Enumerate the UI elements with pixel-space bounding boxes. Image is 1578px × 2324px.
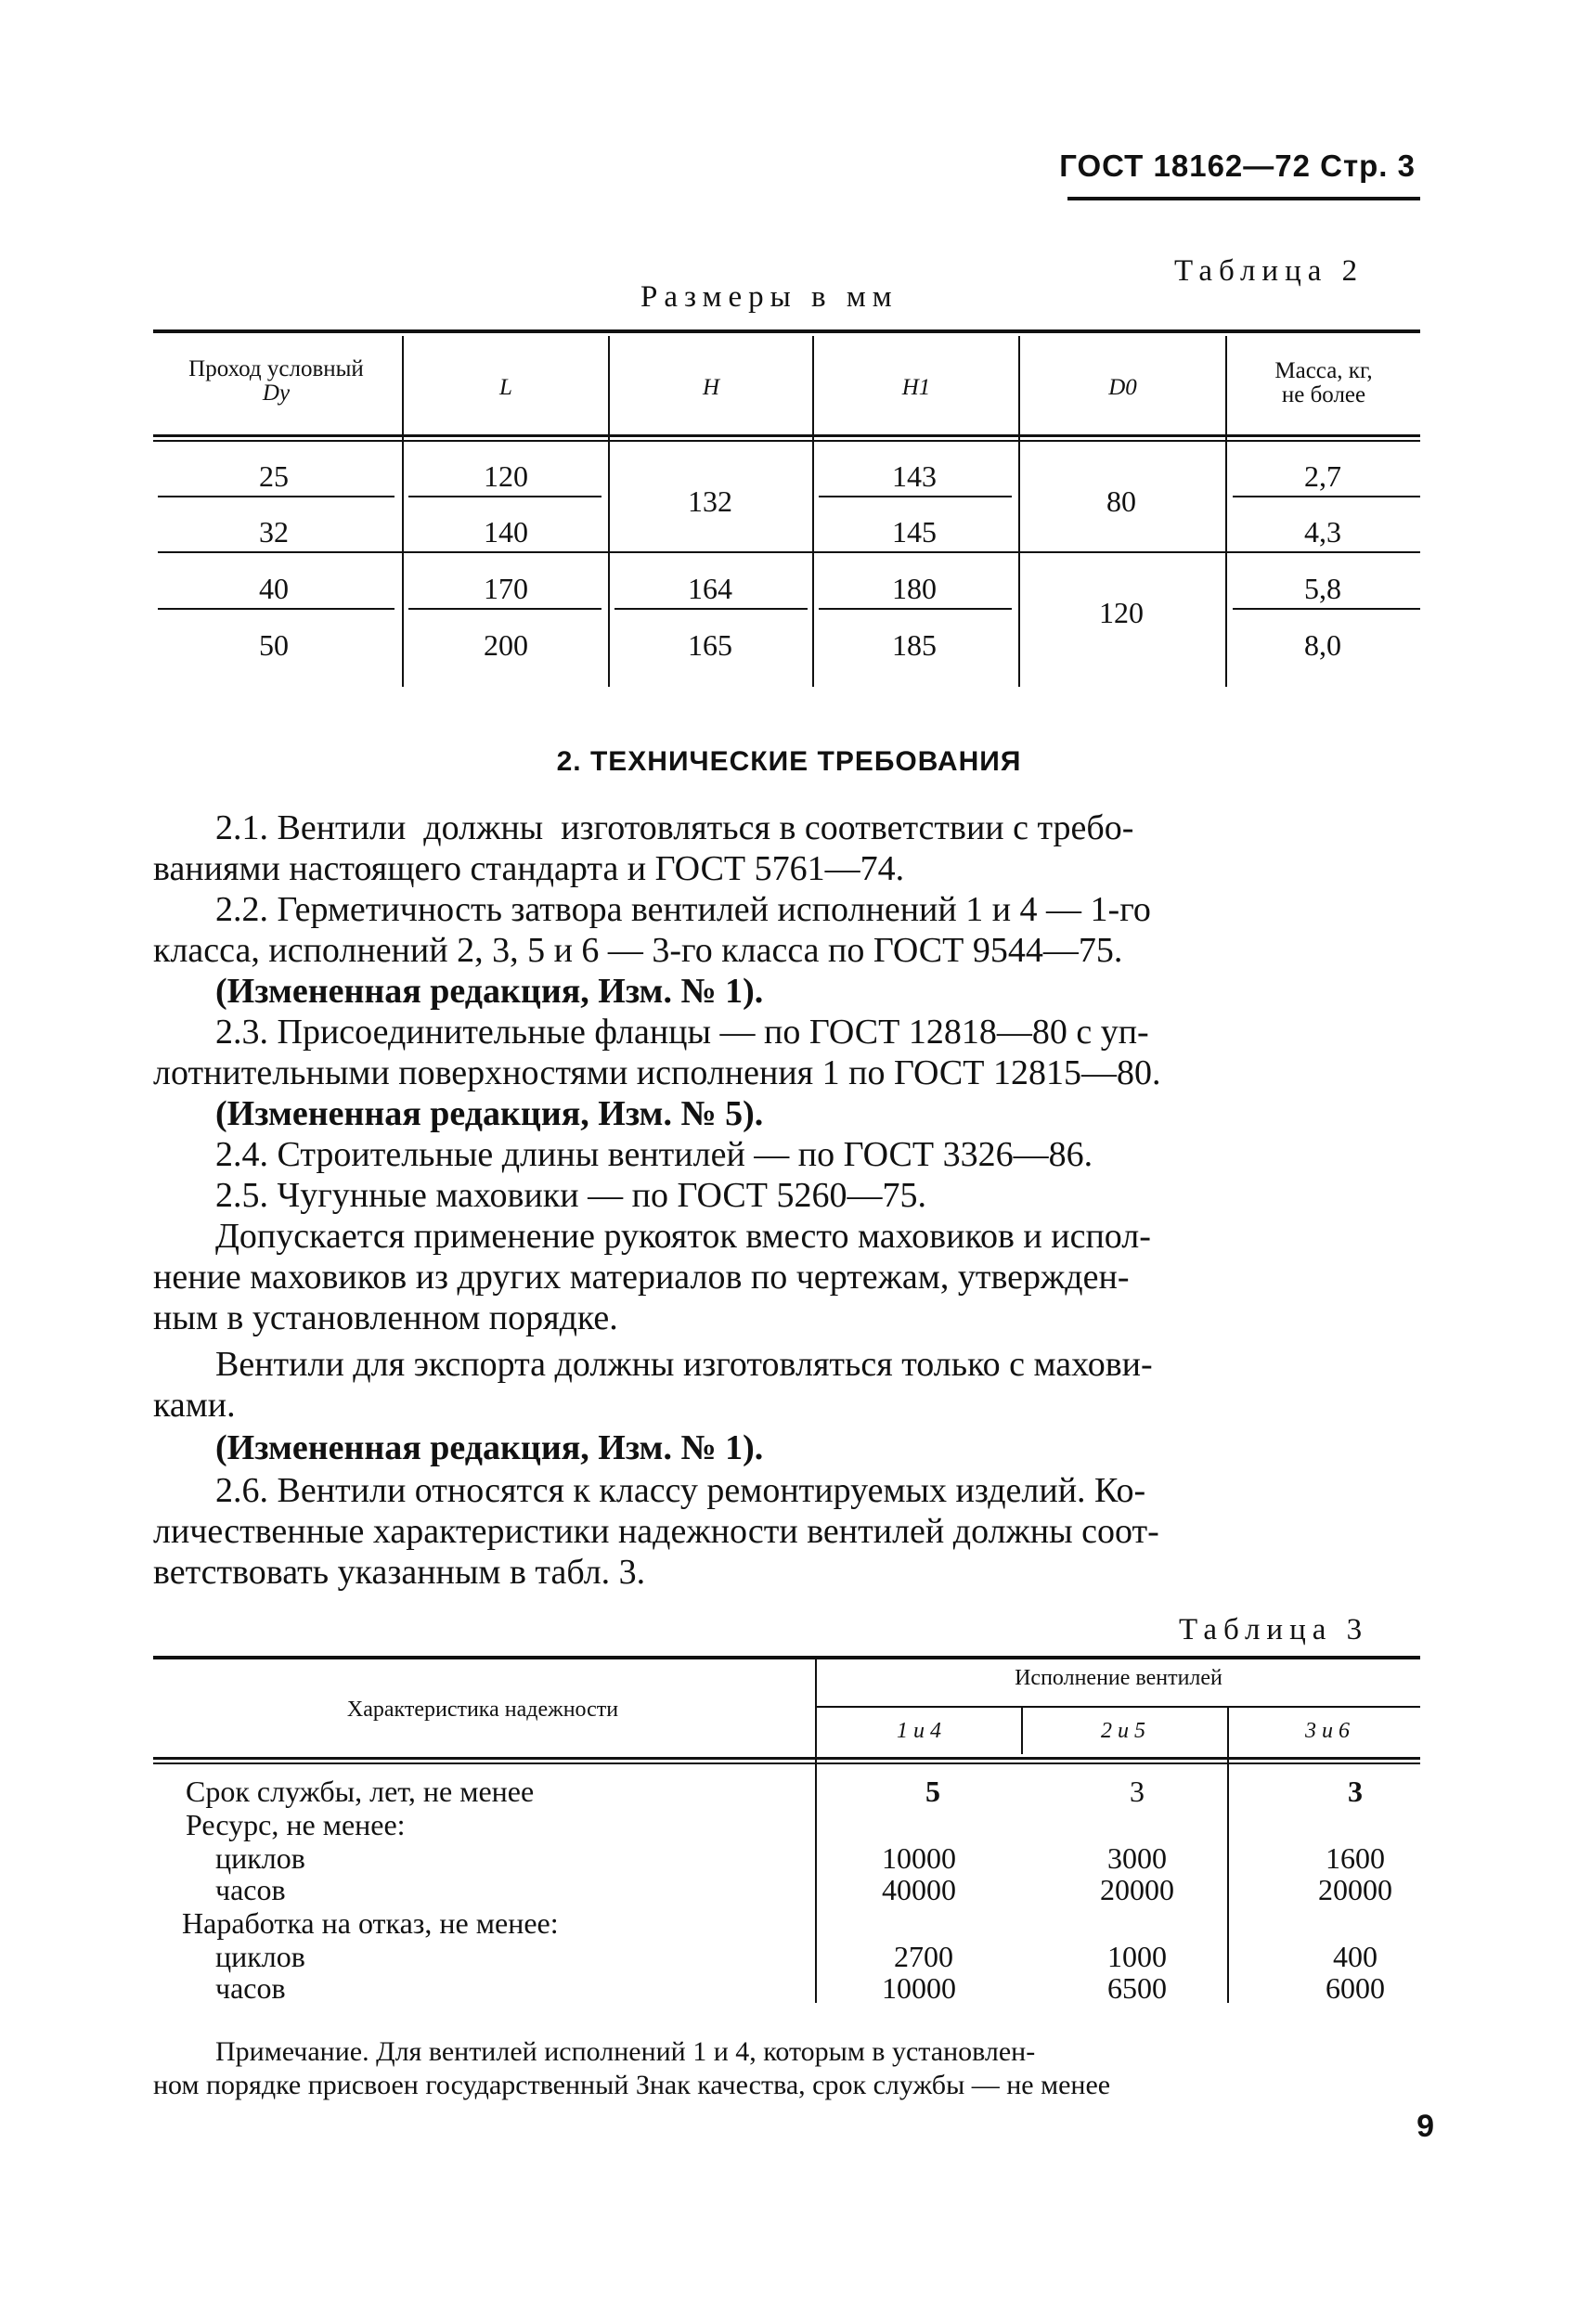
table3-vline xyxy=(1021,1708,1023,1754)
table3-row-label: часов xyxy=(215,1971,286,2005)
para-line: ваниями настоящего стандарта и ГОСТ 5761—74. xyxy=(153,849,905,888)
table3-value: 3000 xyxy=(1107,1841,1167,1875)
para-line: Допускается применение рукояток вместо маховиков и испол- xyxy=(215,1217,1151,1256)
table2-cell: 25 xyxy=(259,459,289,493)
table2-rule xyxy=(614,608,808,610)
amendment-line: (Измененная редакция, Изм. № 5). xyxy=(215,1094,764,1133)
page-header: ГОСТ 18162—72 Стр. 3 xyxy=(1059,148,1416,183)
table2-cell: 140 xyxy=(484,515,528,549)
table2-cell: 185 xyxy=(892,628,937,662)
table3-subheader: 2 и 5 xyxy=(1101,1719,1145,1743)
table3-col-header: Характеристика надежности xyxy=(346,1698,619,1722)
table3-value: 1000 xyxy=(1107,1940,1167,1973)
table2-rule xyxy=(1233,496,1420,497)
table2-rule xyxy=(158,496,394,497)
table2-rule xyxy=(819,496,1012,497)
para-line: лотнительными поверхностями исполнения 1 по ГОСТ 12815—80. xyxy=(153,1053,1161,1092)
para-line: 2.6. Вентили относятся к классу ремонтируемых изделий. Ко- xyxy=(215,1471,1146,1510)
table2-cell: 120 xyxy=(484,459,528,493)
table2-rule xyxy=(819,608,1012,610)
table3-row-label: Ресурс, не менее: xyxy=(186,1808,406,1841)
table3-value: 5 xyxy=(925,1775,940,1808)
table2-rule xyxy=(158,608,394,610)
table2-cell: 4,3 xyxy=(1304,515,1341,549)
table3-group-header: Исполнение вентилей xyxy=(1015,1666,1222,1690)
para-line: личественные характеристики надежности вентилей должны соот- xyxy=(153,1512,1159,1551)
para-line: нение маховиков из других материалов по чертежам, утвержден- xyxy=(153,1258,1130,1297)
table3-value: 10000 xyxy=(882,1841,956,1875)
table3-subheader: 3 и 6 xyxy=(1305,1719,1350,1743)
table3-value: 6500 xyxy=(1107,1971,1167,2005)
table2-cell: 8,0 xyxy=(1304,628,1341,662)
table2-cell-merged: 80 xyxy=(1106,484,1136,518)
table2-cell: 164 xyxy=(688,572,732,605)
table2-header-H: H xyxy=(702,375,720,400)
table3-subheader: 1 и 4 xyxy=(897,1719,941,1743)
table2-cell: 143 xyxy=(892,459,937,493)
para-line: 2.3. Присоединительные фланцы — по ГОСТ 12818—80 с уп- xyxy=(215,1013,1149,1052)
table2-units: Размеры в мм xyxy=(640,280,899,314)
table3-row-label: Срок службы, лет, не менее xyxy=(186,1775,535,1808)
para-line: ками. xyxy=(153,1386,236,1425)
table2-header-passage: Проход условный Dy xyxy=(188,356,364,407)
para-line: 2.1. Вентили должны изготовляться в соответствии с требо- xyxy=(215,808,1134,847)
table2-header-rule xyxy=(153,434,1420,437)
table2-cell: 180 xyxy=(892,572,937,605)
table3-row-label: циклов xyxy=(215,1841,305,1875)
table2-cell: 165 xyxy=(688,628,732,662)
table3-value: 20000 xyxy=(1318,1873,1392,1906)
table2-cell-merged: 120 xyxy=(1099,596,1144,629)
para-line: 2.2. Герметичность затвора вентилей исполнений 1 и 4 — 1-го xyxy=(215,890,1151,929)
table2-cell: 145 xyxy=(892,515,937,549)
table3-vline xyxy=(815,1659,817,2003)
table3-group-rule xyxy=(817,1706,1420,1708)
table3-value: 3 xyxy=(1130,1775,1145,1808)
table2-cell: 170 xyxy=(484,572,528,605)
para-line: ным в установленном порядке. xyxy=(153,1298,618,1337)
para-line: 2.5. Чугунные маховики — по ГОСТ 5260—75. xyxy=(215,1176,926,1215)
table3-value: 20000 xyxy=(1100,1873,1174,1906)
amendment-line: (Измененная редакция, Изм. № 1). xyxy=(215,972,764,1011)
table2-cell: 5,8 xyxy=(1304,572,1341,605)
table3-value: 40000 xyxy=(882,1873,956,1906)
table2-header-D0: D0 xyxy=(1108,375,1137,400)
table3-value: 6000 xyxy=(1326,1971,1385,2005)
table3-vline xyxy=(1227,1708,1229,2003)
table2-rule xyxy=(158,551,1420,553)
table2-top-rule xyxy=(153,329,1420,333)
table3-value: 2700 xyxy=(894,1940,953,1973)
table3-header-rule xyxy=(153,1757,1420,1760)
note-line: ном порядке присвоен государственный Знак качества, срок службы — не менее xyxy=(153,2070,1111,2100)
table2-cell-merged: 132 xyxy=(688,484,732,518)
page-number: 9 xyxy=(1416,2109,1434,2144)
table3-row-label: часов xyxy=(215,1873,286,1906)
table2-cell: 50 xyxy=(259,628,289,662)
table2-header-rule2 xyxy=(153,440,1420,442)
table2-header-mass: Масса, кг, не более xyxy=(1274,358,1373,408)
note-line: Примечание. Для вентилей исполнений 1 и 4, которым в установлен- xyxy=(215,2036,1036,2067)
para-line: Вентили для экспорта должны изготовляться только с махови- xyxy=(215,1345,1153,1384)
table2-rule xyxy=(408,608,601,610)
table2-cell: 40 xyxy=(259,572,289,605)
para-line: ветствовать указанным в табл. 3. xyxy=(153,1553,646,1592)
table2-header-L: L xyxy=(499,375,512,400)
table2-rule xyxy=(1233,608,1420,610)
table2-cell: 200 xyxy=(484,628,528,662)
para-line: 2.4. Строительные длины вентилей — по ГОСТ 3326—86. xyxy=(215,1135,1093,1174)
table3-header-rule2 xyxy=(153,1762,1420,1764)
table3-caption: Таблица 3 xyxy=(1179,1613,1369,1646)
table3-row-label: циклов xyxy=(215,1940,305,1973)
table3-value: 1600 xyxy=(1326,1841,1385,1875)
amendment-line: (Измененная редакция, Изм. № 1). xyxy=(215,1428,764,1467)
table2-header-H1: H1 xyxy=(901,375,931,400)
table3-row-label: Наработка на отказ, не менее: xyxy=(182,1906,559,1940)
para-line: класса, исполнений 2, 3, 5 и 6 — 3-го класса по ГОСТ 9544—75. xyxy=(153,931,1123,970)
table3-value: 3 xyxy=(1348,1775,1363,1808)
table3-top-rule xyxy=(153,1656,1420,1659)
table2-caption: Таблица 2 xyxy=(1174,254,1365,288)
header-rule xyxy=(1067,197,1420,200)
table3-value: 400 xyxy=(1333,1940,1378,1973)
section-title: 2. ТЕХНИЧЕСКИЕ ТРЕБОВАНИЯ xyxy=(556,746,1022,777)
table2-rule xyxy=(408,496,601,497)
table2-cell: 2,7 xyxy=(1304,459,1341,493)
table2-cell: 32 xyxy=(259,515,289,549)
table3-value: 10000 xyxy=(882,1971,956,2005)
